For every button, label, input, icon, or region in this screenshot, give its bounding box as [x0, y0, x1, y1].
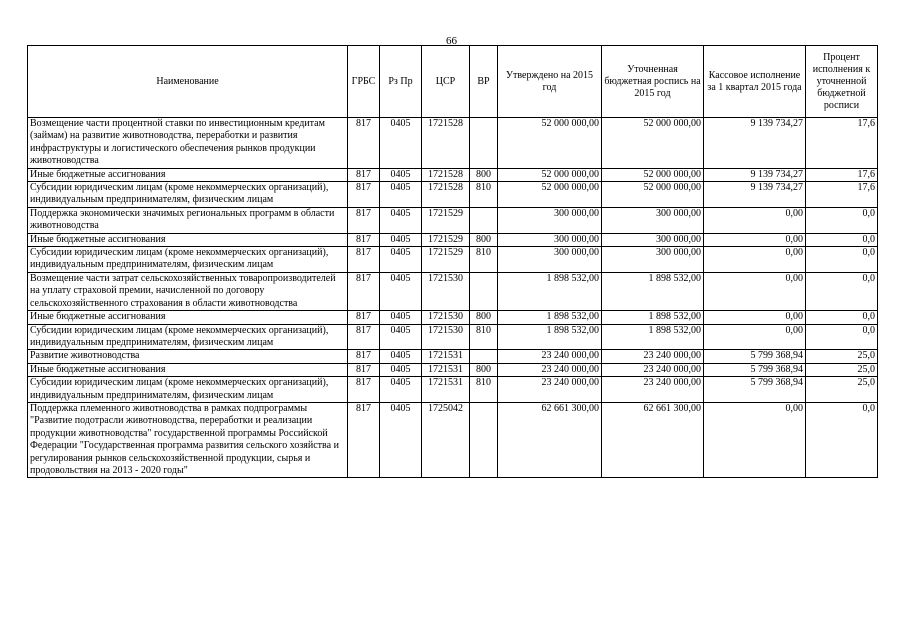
cell-refined: 23 240 000,00: [602, 350, 704, 363]
cell-rzpr: 0405: [380, 363, 422, 376]
cell-cash: 5 799 368,94: [704, 350, 806, 363]
cell-name: Развитие животноводства: [28, 350, 348, 363]
header-grbs: ГРБС: [348, 46, 380, 118]
cell-refined: 52 000 000,00: [602, 182, 704, 208]
cell-name: Иные бюджетные ассигнования: [28, 363, 348, 376]
table-row: [28, 350, 878, 363]
cell-vr: 810: [470, 182, 498, 208]
cell-approved: 52 000 000,00: [498, 168, 602, 181]
cell-csr: 1721529: [422, 207, 470, 233]
cell-name: Возмещение части процентной ставки по инвестиционным кредитам (займам) на развитие животноводства, переработки и развития инфраструктуры и логистического обеспечения рынков продукции животноводства: [28, 118, 348, 169]
header-refined: Уточненная бюджетная роспись на 2015 год: [602, 46, 704, 118]
cell-refined: 23 240 000,00: [602, 377, 704, 403]
cell-percent: 25,0: [806, 377, 878, 403]
cell-approved: 300 000,00: [498, 247, 602, 273]
cell-approved: 1 898 532,00: [498, 272, 602, 310]
cell-rzpr: 0405: [380, 118, 422, 169]
cell-vr: [470, 402, 498, 477]
cell-grbs: 817: [348, 311, 380, 324]
cell-cash: 0,00: [704, 272, 806, 310]
table-row: [28, 272, 878, 310]
budget-table: [27, 45, 878, 478]
header-rzpr: Рз Пр: [380, 46, 422, 118]
cell-rzpr: 0405: [380, 233, 422, 246]
cell-rzpr: 0405: [380, 247, 422, 273]
table-header-row: [28, 46, 878, 118]
cell-name: Иные бюджетные ассигнования: [28, 311, 348, 324]
table-row: [28, 363, 878, 376]
cell-approved: 1 898 532,00: [498, 311, 602, 324]
table-row: [28, 233, 878, 246]
cell-cash: 0,00: [704, 402, 806, 477]
cell-grbs: 817: [348, 247, 380, 273]
table-row: [28, 207, 878, 233]
cell-name: Иные бюджетные ассигнования: [28, 233, 348, 246]
cell-cash: 9 139 734,27: [704, 182, 806, 208]
cell-vr: 800: [470, 363, 498, 376]
cell-csr: 1721530: [422, 311, 470, 324]
cell-csr: 1721530: [422, 272, 470, 310]
table-row: [28, 168, 878, 181]
cell-grbs: 817: [348, 233, 380, 246]
cell-refined: 1 898 532,00: [602, 311, 704, 324]
cell-csr: 1721528: [422, 118, 470, 169]
cell-percent: 0,0: [806, 233, 878, 246]
cell-rzpr: 0405: [380, 324, 422, 350]
cell-percent: 0,0: [806, 272, 878, 310]
cell-cash: 9 139 734,27: [704, 118, 806, 169]
cell-name: Субсидии юридическим лицам (кроме некоммерческих организаций), индивидуальным предпринимателям, физическим лицам: [28, 182, 348, 208]
cell-rzpr: 0405: [380, 272, 422, 310]
table-row: [28, 247, 878, 273]
cell-rzpr: 0405: [380, 377, 422, 403]
cell-approved: 300 000,00: [498, 207, 602, 233]
cell-refined: 62 661 300,00: [602, 402, 704, 477]
cell-approved: 52 000 000,00: [498, 118, 602, 169]
cell-grbs: 817: [348, 350, 380, 363]
cell-percent: 17,6: [806, 118, 878, 169]
cell-refined: 300 000,00: [602, 233, 704, 246]
cell-name: Субсидии юридическим лицам (кроме некоммерческих организаций), индивидуальным предпринимателям, физическим лицам: [28, 324, 348, 350]
table-row: [28, 402, 878, 477]
cell-csr: 1725042: [422, 402, 470, 477]
cell-name: Субсидии юридическим лицам (кроме некоммерческих организаций), индивидуальным предпринимателям, физическим лицам: [28, 377, 348, 403]
cell-percent: 0,0: [806, 402, 878, 477]
cell-percent: 0,0: [806, 324, 878, 350]
cell-percent: 0,0: [806, 207, 878, 233]
cell-approved: 300 000,00: [498, 233, 602, 246]
cell-csr: 1721531: [422, 350, 470, 363]
cell-cash: 9 139 734,27: [704, 168, 806, 181]
cell-rzpr: 0405: [380, 168, 422, 181]
cell-approved: 23 240 000,00: [498, 377, 602, 403]
cell-grbs: 817: [348, 377, 380, 403]
cell-refined: 1 898 532,00: [602, 272, 704, 310]
header-approved: Утверждено на 2015 год: [498, 46, 602, 118]
cell-name: Субсидии юридическим лицам (кроме некоммерческих организаций), индивидуальным предпринимателям, физическим лицам: [28, 247, 348, 273]
table-row: [28, 377, 878, 403]
table-row: [28, 182, 878, 208]
cell-percent: 17,6: [806, 168, 878, 181]
header-name: Наименование: [28, 46, 348, 118]
table-row: [28, 118, 878, 169]
cell-vr: 810: [470, 324, 498, 350]
cell-cash: 5 799 368,94: [704, 377, 806, 403]
table-row: [28, 311, 878, 324]
cell-cash: 0,00: [704, 233, 806, 246]
table-row: [28, 324, 878, 350]
cell-vr: 800: [470, 233, 498, 246]
cell-csr: 1721531: [422, 363, 470, 376]
cell-name: Возмещение части затрат сельскохозяйственных товаропроизводителей на уплату страховой премии, начисленной по договору сельскохозяйственного страхования в области животноводства: [28, 272, 348, 310]
cell-approved: 23 240 000,00: [498, 363, 602, 376]
cell-csr: 1721531: [422, 377, 470, 403]
cell-refined: 300 000,00: [602, 247, 704, 273]
cell-percent: 0,0: [806, 247, 878, 273]
cell-grbs: 817: [348, 402, 380, 477]
cell-approved: 62 661 300,00: [498, 402, 602, 477]
cell-grbs: 817: [348, 118, 380, 169]
cell-csr: 1721530: [422, 324, 470, 350]
cell-vr: [470, 350, 498, 363]
cell-approved: 23 240 000,00: [498, 350, 602, 363]
cell-cash: 0,00: [704, 247, 806, 273]
cell-rzpr: 0405: [380, 182, 422, 208]
cell-grbs: 817: [348, 272, 380, 310]
cell-grbs: 817: [348, 363, 380, 376]
cell-approved: 52 000 000,00: [498, 182, 602, 208]
cell-refined: 52 000 000,00: [602, 168, 704, 181]
cell-grbs: 817: [348, 168, 380, 181]
cell-vr: [470, 272, 498, 310]
cell-csr: 1721529: [422, 233, 470, 246]
cell-grbs: 817: [348, 182, 380, 208]
cell-grbs: 817: [348, 207, 380, 233]
cell-vr: [470, 118, 498, 169]
cell-cash: 0,00: [704, 311, 806, 324]
cell-refined: 23 240 000,00: [602, 363, 704, 376]
cell-cash: 5 799 368,94: [704, 363, 806, 376]
header-cash: Кассовое исполнение за 1 квартал 2015 года: [704, 46, 806, 118]
cell-rzpr: 0405: [380, 311, 422, 324]
cell-csr: 1721528: [422, 168, 470, 181]
cell-percent: 17,6: [806, 182, 878, 208]
cell-rzpr: 0405: [380, 402, 422, 477]
cell-rzpr: 0405: [380, 350, 422, 363]
cell-vr: [470, 207, 498, 233]
cell-vr: 800: [470, 311, 498, 324]
cell-csr: 1721529: [422, 247, 470, 273]
cell-refined: 52 000 000,00: [602, 118, 704, 169]
cell-percent: 25,0: [806, 363, 878, 376]
header-percent: Процент исполнения к уточненной бюджетной росписи: [806, 46, 878, 118]
cell-cash: 0,00: [704, 324, 806, 350]
cell-name: Поддержка племенного животноводства в рамках подпрограммы "Развитие подотрасли животноводства, переработки и реализации продукции животноводства" государственной программы Российской Федерации "Государственная программа развития сельского хозяйства и регулирования рынков сельскохозяйственной продукции, сырья и продовольствия на 2013 - 2020 годы": [28, 402, 348, 477]
cell-percent: 0,0: [806, 311, 878, 324]
cell-csr: 1721528: [422, 182, 470, 208]
header-vr: ВР: [470, 46, 498, 118]
cell-grbs: 817: [348, 324, 380, 350]
cell-vr: 800: [470, 168, 498, 181]
cell-cash: 0,00: [704, 207, 806, 233]
cell-refined: 300 000,00: [602, 207, 704, 233]
cell-name: Поддержка экономически значимых региональных программ в области животноводства: [28, 207, 348, 233]
cell-percent: 25,0: [806, 350, 878, 363]
cell-name: Иные бюджетные ассигнования: [28, 168, 348, 181]
cell-rzpr: 0405: [380, 207, 422, 233]
cell-vr: 810: [470, 377, 498, 403]
cell-vr: 810: [470, 247, 498, 273]
cell-approved: 1 898 532,00: [498, 324, 602, 350]
page-number: 66: [446, 35, 457, 47]
cell-refined: 1 898 532,00: [602, 324, 704, 350]
header-csr: ЦСР: [422, 46, 470, 118]
